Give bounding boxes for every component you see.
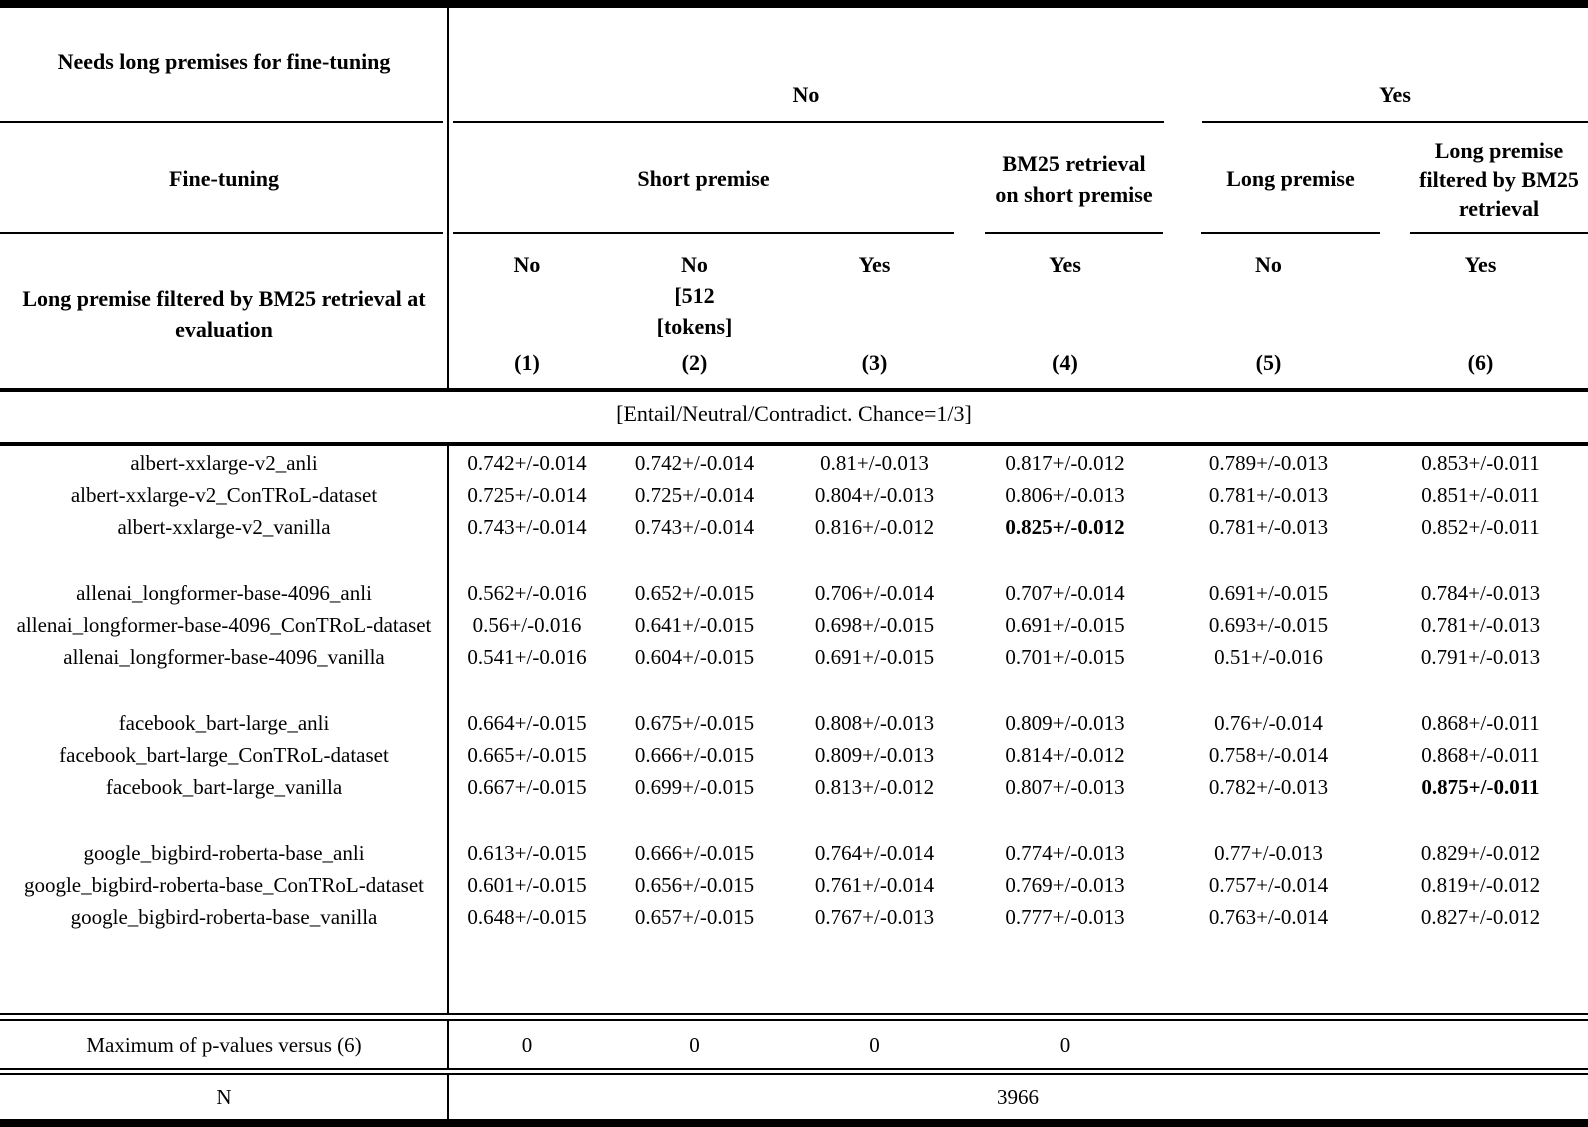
data-block	[0, 447, 1588, 933]
header-group-yes: Yes	[1379, 82, 1411, 107]
cell: 0.562+/-0.016	[467, 581, 587, 605]
rule-bottom	[0, 1119, 1588, 1127]
cell: 0.817+/-0.012	[1005, 451, 1125, 475]
cell: 0.813+/-0.012	[814, 775, 935, 799]
table-row	[0, 447, 1588, 479]
cell: 0.601+/-0.015	[467, 873, 587, 897]
cell: 0.853+/-0.011	[1421, 451, 1540, 475]
cell: 0.852+/-0.011	[1421, 515, 1540, 539]
cell: 0.667+/-0.015	[467, 775, 587, 799]
model-name: albert-xxlarge-v2_vanilla	[117, 515, 331, 539]
rule-above-section	[0, 388, 1588, 392]
header-needs-long-premises: Needs long premises for fine-tuning	[57, 49, 391, 74]
header-long-premise: Long premise	[1226, 166, 1355, 191]
header-eval-flag-6: Yes	[1464, 252, 1497, 277]
cell: 0.789+/-0.013	[1208, 451, 1329, 475]
cell: 0.767+/-0.013	[814, 905, 935, 929]
cell: 0.77+/-0.013	[1214, 841, 1323, 865]
cell: 0.764+/-0.014	[814, 841, 935, 865]
cell: 0.657+/-0.015	[634, 905, 755, 929]
cell: 0.693+/-0.015	[1208, 613, 1329, 637]
header-long-premise-eval	[0, 283, 448, 345]
cell: 0.675+/-0.015	[634, 711, 755, 735]
header-eval-flag-4: Yes	[1049, 252, 1081, 277]
table-row	[0, 641, 1588, 673]
table-row	[0, 577, 1588, 609]
cell: 0.806+/-0.013	[1005, 483, 1125, 507]
cell: 0.808+/-0.013	[814, 711, 935, 735]
cell: 0.613+/-0.015	[467, 841, 587, 865]
rule-r2-short	[453, 232, 954, 234]
model-name: facebook_bart-large_anli	[118, 711, 330, 735]
pvalue-cell: 0	[1059, 1033, 1071, 1057]
header-bm25-line1: BM25 retrieval	[1002, 151, 1146, 176]
table-row	[0, 771, 1588, 803]
n-label: N	[216, 1085, 232, 1109]
col-number-6: (6)	[1467, 350, 1494, 375]
group-gap	[0, 543, 1588, 577]
cell: 0.664+/-0.015	[467, 711, 587, 735]
header-filtered-line1: Long premise	[1434, 138, 1564, 163]
cell: 0.774+/-0.013	[1005, 841, 1125, 865]
rule-data-end-a	[0, 1013, 1588, 1015]
pvalues-label: Maximum of p-values versus (6)	[86, 1033, 362, 1057]
n-value: 3966	[997, 1085, 1039, 1109]
cell: 0.81+/-0.013	[820, 451, 929, 475]
cell-best: 0.825+/-0.012	[1005, 515, 1125, 539]
table-row	[0, 479, 1588, 511]
table-row	[0, 707, 1588, 739]
rule-data-end-b	[0, 1019, 1588, 1021]
rule-r2-label	[0, 232, 443, 234]
table-row	[0, 609, 1588, 641]
cell: 0.809+/-0.013	[1005, 711, 1125, 735]
cell: 0.827+/-0.012	[1420, 905, 1541, 929]
cell: 0.816+/-0.012	[814, 515, 935, 539]
cell: 0.56+/-0.016	[472, 613, 582, 637]
cell: 0.814+/-0.012	[1005, 743, 1125, 767]
cell: 0.742+/-0.014	[467, 451, 587, 475]
header-filtered-line2: filtered by BM25	[1419, 167, 1579, 192]
rule-pvalues-end-b	[0, 1073, 1588, 1075]
model-name: albert-xxlarge-v2_anli	[130, 451, 318, 475]
cell: 0.807+/-0.013	[1005, 775, 1125, 799]
cell: 0.777+/-0.013	[1005, 905, 1125, 929]
cell: 0.666+/-0.015	[634, 841, 755, 865]
cell: 0.76+/-0.014	[1214, 711, 1323, 735]
header-short-premise: Short premise	[637, 166, 770, 191]
col-number-5: (5)	[1255, 350, 1282, 375]
rule-pvalues-end-a	[0, 1068, 1588, 1070]
cell: 0.652+/-0.015	[634, 581, 755, 605]
rule-r1-no	[453, 121, 1164, 123]
header-eval2-line3: [tokens]	[656, 314, 733, 339]
cell: 0.851+/-0.011	[1421, 483, 1540, 507]
model-name: facebook_bart-large_vanilla	[105, 775, 343, 799]
cell: 0.701+/-0.015	[1005, 645, 1125, 669]
cell: 0.791+/-0.013	[1420, 645, 1541, 669]
cell: 0.725+/-0.014	[634, 483, 755, 507]
n-row	[0, 1078, 1588, 1116]
header-long-premise-filtered	[1410, 136, 1588, 223]
table-row	[0, 511, 1588, 543]
model-name: albert-xxlarge-v2_ConTRoL-dataset	[70, 483, 378, 507]
pvalue-cell: 0	[869, 1033, 880, 1057]
cell: 0.743+/-0.014	[634, 515, 755, 539]
rule-r1-yes	[1202, 121, 1588, 123]
cell: 0.691+/-0.015	[814, 645, 935, 669]
cell: 0.604+/-0.015	[634, 645, 755, 669]
cell: 0.691+/-0.015	[1005, 613, 1125, 637]
table-row	[0, 869, 1588, 901]
model-name: allenai_longformer-base-4096_anli	[76, 581, 372, 605]
table-row	[0, 837, 1588, 869]
cell: 0.706+/-0.014	[814, 581, 935, 605]
cell: 0.781+/-0.013	[1208, 515, 1329, 539]
group-gap	[0, 673, 1588, 707]
model-name: google_bigbird-roberta-base_vanilla	[70, 905, 378, 929]
table-row	[0, 901, 1588, 933]
model-name: facebook_bart-large_ConTRoL-dataset	[59, 743, 389, 767]
col-number-3: (3)	[861, 350, 888, 375]
cell: 0.699+/-0.015	[634, 775, 755, 799]
cell: 0.781+/-0.013	[1420, 613, 1541, 637]
header-eval2-line2: [512	[674, 283, 715, 308]
table-row	[0, 739, 1588, 771]
header-filtered-line3: retrieval	[1458, 196, 1540, 221]
cell: 0.804+/-0.013	[814, 483, 935, 507]
rule-top	[0, 0, 1588, 8]
cell: 0.725+/-0.014	[467, 483, 587, 507]
cell: 0.809+/-0.013	[814, 743, 935, 767]
cell: 0.758+/-0.014	[1208, 743, 1329, 767]
header-group-no: No	[792, 82, 820, 107]
cell: 0.782+/-0.013	[1208, 775, 1329, 799]
col-number-2: (2)	[681, 350, 708, 375]
rule-below-section	[0, 442, 1588, 446]
header-bm25-line2: on short premise	[995, 182, 1153, 207]
header-bm25-retrieval	[985, 148, 1163, 210]
rule-r2-bm25	[985, 232, 1163, 234]
group-gap	[0, 803, 1588, 837]
cell: 0.829+/-0.012	[1420, 841, 1541, 865]
header-eval-flag-3: Yes	[858, 252, 891, 277]
cell: 0.761+/-0.014	[814, 873, 935, 897]
pvalue-cell: 0	[689, 1033, 700, 1057]
cell: 0.707+/-0.014	[1005, 581, 1125, 605]
cell: 0.769+/-0.013	[1005, 873, 1125, 897]
cell: 0.868+/-0.011	[1421, 711, 1540, 735]
rule-r2-long	[1201, 232, 1380, 234]
col-number-1: (1)	[514, 350, 540, 375]
cell: 0.541+/-0.016	[467, 645, 587, 669]
cell: 0.763+/-0.014	[1208, 905, 1329, 929]
cell: 0.665+/-0.015	[467, 743, 587, 767]
model-name: google_bigbird-roberta-base_ConTRoL-dataset	[23, 873, 425, 897]
rule-r1-label	[0, 121, 443, 123]
header-eval2-line1: No	[681, 252, 708, 277]
cell: 0.648+/-0.015	[467, 905, 587, 929]
rule-r2-filtered	[1410, 232, 1588, 234]
header-eval-label-line2: evaluation	[175, 317, 273, 342]
cell: 0.666+/-0.015	[634, 743, 755, 767]
col-number-4: (4)	[1052, 350, 1078, 375]
model-name: allenai_longformer-base-4096_vanilla	[63, 645, 385, 669]
header-fine-tuning: Fine-tuning	[168, 166, 280, 191]
cell: 0.691+/-0.015	[1208, 581, 1329, 605]
cell: 0.868+/-0.011	[1421, 743, 1540, 767]
header-eval-flag-1: No	[513, 252, 541, 277]
cell-best: 0.875+/-0.011	[1421, 775, 1540, 799]
model-name: google_bigbird-roberta-base_anli	[83, 841, 365, 865]
cell: 0.656+/-0.015	[634, 873, 755, 897]
section-label: [Entail/Neutral/Contradict. Chance=1/3]	[616, 401, 972, 426]
cell: 0.698+/-0.015	[814, 613, 935, 637]
cell: 0.781+/-0.013	[1208, 483, 1329, 507]
pvalues-row	[0, 1026, 1588, 1064]
header-eval-label-line1: Long premise filtered by BM25 retrieval at	[22, 286, 426, 311]
cell: 0.742+/-0.014	[634, 451, 755, 475]
cell: 0.743+/-0.014	[467, 515, 587, 539]
cell: 0.51+/-0.016	[1214, 645, 1323, 669]
cell: 0.819+/-0.012	[1420, 873, 1541, 897]
cell: 0.641+/-0.015	[634, 613, 755, 637]
cell: 0.757+/-0.014	[1208, 873, 1329, 897]
header-eval-flag-2	[606, 249, 783, 342]
cell: 0.784+/-0.013	[1420, 581, 1541, 605]
model-name: allenai_longformer-base-4096_ConTRoL-dataset	[16, 613, 432, 637]
pvalue-cell: 0	[521, 1033, 533, 1057]
header-eval-flag-5: No	[1255, 252, 1282, 277]
